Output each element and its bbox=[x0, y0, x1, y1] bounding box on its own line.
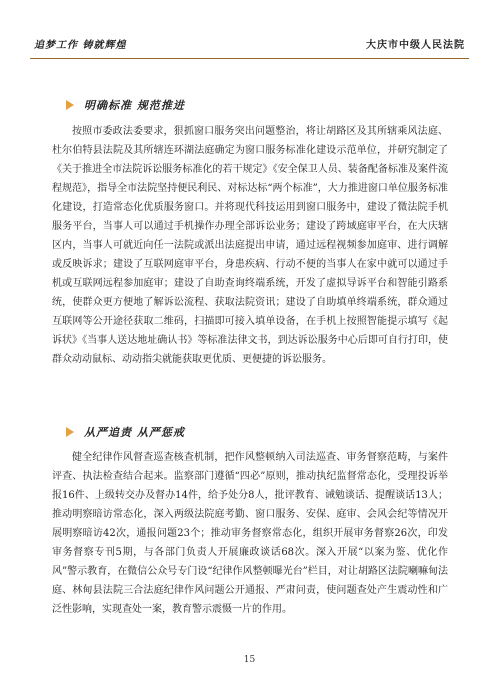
header-slogan: 追梦工作 铸就辉煌 bbox=[34, 40, 127, 51]
section-heading-accountability bbox=[66, 424, 185, 440]
arrow-bullet-icon bbox=[66, 100, 74, 110]
section-body-standards: 按照市委政法委要求，狠抓窗口服务突出问题整治，将让胡路区及其所辖乘风法庭、杜尔伯特县法院及其所辖连环湖法庭确定为窗口服务标准化建设示范单位，并研究制定了《关于推进全市法院诉讼服务标准化的若干规定》《安全保卫人员、装备配备标准及案件流程规范》，指导全市法院坚持便民利民、对标达标“两个标准”，大力推进窗口单位服务标准化建设，打造常态化优质服务窗口。并将现代科技运用到窗口服务中，建设了微法院手机服务平台，当事人可以通过手机操作办理全部诉讼业务；建设了跨域庭审平台，在大庆辖区内，当事人可就近向任一法院或派出法庭提出申请，通过远程视频参加庭审、进行调解或反映诉求；建设了互联网庭审平台，身患疾病、行动不便的当事人在家中就可以通过手机或互联网远程参加庭审；建设了自助查询终端系统，开发了虚拟导诉平台和智能引路系统，使群众更方便地了解诉讼流程、获取法院资讯；建设了自助填单终端系统，群众通过互联网等公开途径获取二维码，扫描即可接入填单设备，在手机上按照智能提示填写《起诉状》《当事人送达地址确认书》等标准法律文书，到达诉讼服务中心后即可自行打印，使群众动动鼠标、动动指尖就能获取更优质、更便捷的诉讼服务。 bbox=[52, 126, 448, 365]
section-title: 明确标准 规范推进 bbox=[84, 99, 185, 112]
header-org-name: 大庆市中级人民法院 bbox=[366, 40, 465, 51]
section-title: 从严追责 从严惩戒 bbox=[84, 426, 185, 439]
page-number: 15 bbox=[243, 655, 256, 665]
arrow-bullet-icon bbox=[66, 427, 74, 437]
section-body-accountability: 健全纪律作风督查巡查核查机制，把作风整顿纳入司法巡查、审务督察范畴，与案件评查、执法检查结合起来。监察部门遵循“四必”原则，推动执纪监督常态化，受理投诉举报16件、上级转交办及督办14件，给予处分8人，批评教育、诫勉谈话、提醒谈话13人；推动明察暗访常态化，深入两级法院庭考勤、窗口服务、安保、庭审、会风会纪等情况开展明察暗访42次，通报问题23个；推动审务督察常态化，组织开展审务督察26次，印发审务督察专刊5期，与各部门负责人开展廉政谈话68次。深入开展“以案为鉴、优化作风”警示教育，在微信公众号专门设“纪律作风整顿曝光台”栏目，对让胡路区法院喇嘛甸法庭、林甸县法院三合法庭纪律作风问题公开通报、严肃问责，使问题查处产生震动性和广泛性影响，实现查处一案，教育警示震慑一片的作用。 bbox=[52, 452, 448, 615]
section-heading-standards bbox=[66, 97, 185, 113]
page-header bbox=[30, 36, 469, 59]
